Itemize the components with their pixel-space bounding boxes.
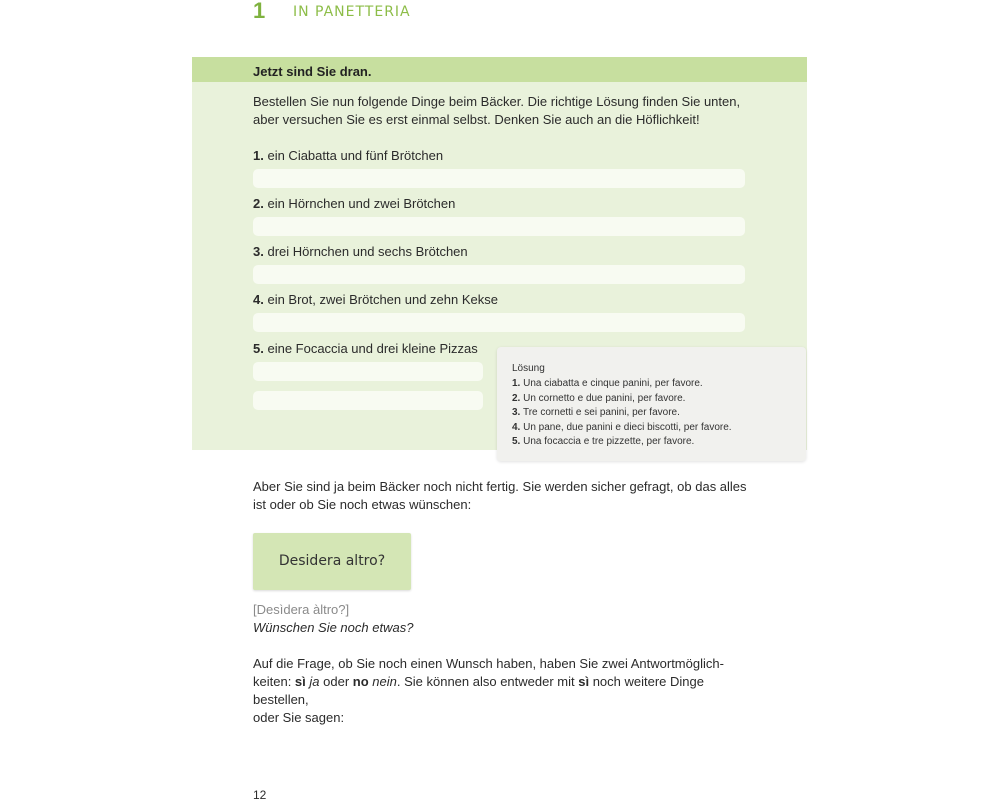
paragraph-answers xyxy=(253,655,753,727)
answer-field-5a[interactable] xyxy=(253,362,483,381)
word-no: no xyxy=(352,674,369,689)
task-5 xyxy=(253,341,478,357)
solution-item xyxy=(512,435,732,450)
task-2 xyxy=(253,196,455,212)
answer-field-3[interactable] xyxy=(253,265,745,284)
word-ja: ja xyxy=(309,674,320,689)
text-run: keiten: xyxy=(253,674,295,689)
chapter-number: 1 xyxy=(253,0,266,23)
text-run: noch weitere Dinge bestellen, xyxy=(253,674,704,707)
paragraph-line: oder Sie sagen: xyxy=(253,710,345,725)
text-run: oder xyxy=(319,674,353,689)
word-nein: nein xyxy=(372,674,397,689)
solution-number: 4. xyxy=(512,421,521,433)
answer-field-5b[interactable] xyxy=(253,391,483,410)
solution-number: 1. xyxy=(512,378,521,389)
solution-list xyxy=(512,377,732,450)
task-text: ein Hörnchen und zwei Brötchen xyxy=(267,196,456,211)
answer-field-2[interactable] xyxy=(253,217,745,236)
solution-text: Tre cornetti e sei panini, per favore. xyxy=(522,407,680,418)
page-number: 12 xyxy=(253,788,267,802)
solution-item xyxy=(512,377,732,392)
solution-item xyxy=(512,421,732,436)
task-3 xyxy=(253,244,468,260)
task-text: ein Ciabatta und fünf Brötchen xyxy=(267,148,444,163)
task-number: 4. xyxy=(253,292,264,307)
answer-field-1[interactable] xyxy=(253,169,745,188)
word-si: sì xyxy=(578,674,590,689)
paragraph-intro xyxy=(253,478,753,514)
translation: Wünschen Sie noch etwas? xyxy=(253,620,414,635)
paragraph-line xyxy=(253,673,753,709)
solution-box xyxy=(497,347,806,461)
task-4 xyxy=(253,292,498,308)
solution-title: Lösung xyxy=(512,363,545,374)
phrase-text: Desidera altro? xyxy=(278,553,386,569)
paragraph-line: Aber Sie sind ja beim Bäcker noch nicht fertig. Sie werden sicher gefragt, ob das alles xyxy=(253,479,747,494)
solution-text: Un cornetto e due panini, per favore. xyxy=(523,392,686,404)
exercise-title: Jetzt sind Sie dran. xyxy=(253,64,372,79)
task-number: 3. xyxy=(253,244,264,259)
solution-item xyxy=(512,392,732,407)
text-run: . Sie können also entweder mit xyxy=(396,674,579,689)
solution-text: Un pane, due panini e dieci biscotti, per favore. xyxy=(523,421,732,433)
chapter-title: IN PANETTERIA xyxy=(293,4,411,20)
task-text: ein Brot, zwei Brötchen und zehn Kekse xyxy=(267,292,498,307)
paragraph-line: Auf die Frage, ob Sie noch einen Wunsch haben, haben Sie zwei Antwortmöglich- xyxy=(253,656,724,671)
solution-text: Una ciabatta e cinque panini, per favore. xyxy=(523,378,703,389)
solution-number: 5. xyxy=(512,436,521,447)
task-1 xyxy=(253,148,443,164)
task-text: eine Focaccia und drei kleine Pizzas xyxy=(267,341,478,356)
paragraph-line: ist oder ob Sie noch etwas wünschen: xyxy=(253,497,472,512)
word-si: sì xyxy=(294,674,306,689)
answer-field-4[interactable] xyxy=(253,313,745,332)
exercise-header xyxy=(192,57,807,82)
solution-number: 3. xyxy=(512,407,521,418)
exercise-instructions: Bestellen Sie nun folgende Dinge beim Bäcker. Die richtige Lösung finden Sie unten, aber versuchen Sie es erst einmal selbst. Denken Sie auch an die Höflichkeit! xyxy=(253,94,741,127)
solution-item xyxy=(512,406,732,421)
phrase-card xyxy=(253,533,411,590)
solution-text: Una focaccia e tre pizzette, per favore. xyxy=(523,436,695,447)
pronunciation: [Desìdera àltro?] xyxy=(253,602,350,617)
task-number: 1. xyxy=(253,148,264,163)
task-number: 2. xyxy=(253,196,264,211)
task-text: drei Hörnchen und sechs Brötchen xyxy=(267,244,468,259)
solution-number: 2. xyxy=(512,392,521,404)
task-number: 5. xyxy=(253,341,264,356)
